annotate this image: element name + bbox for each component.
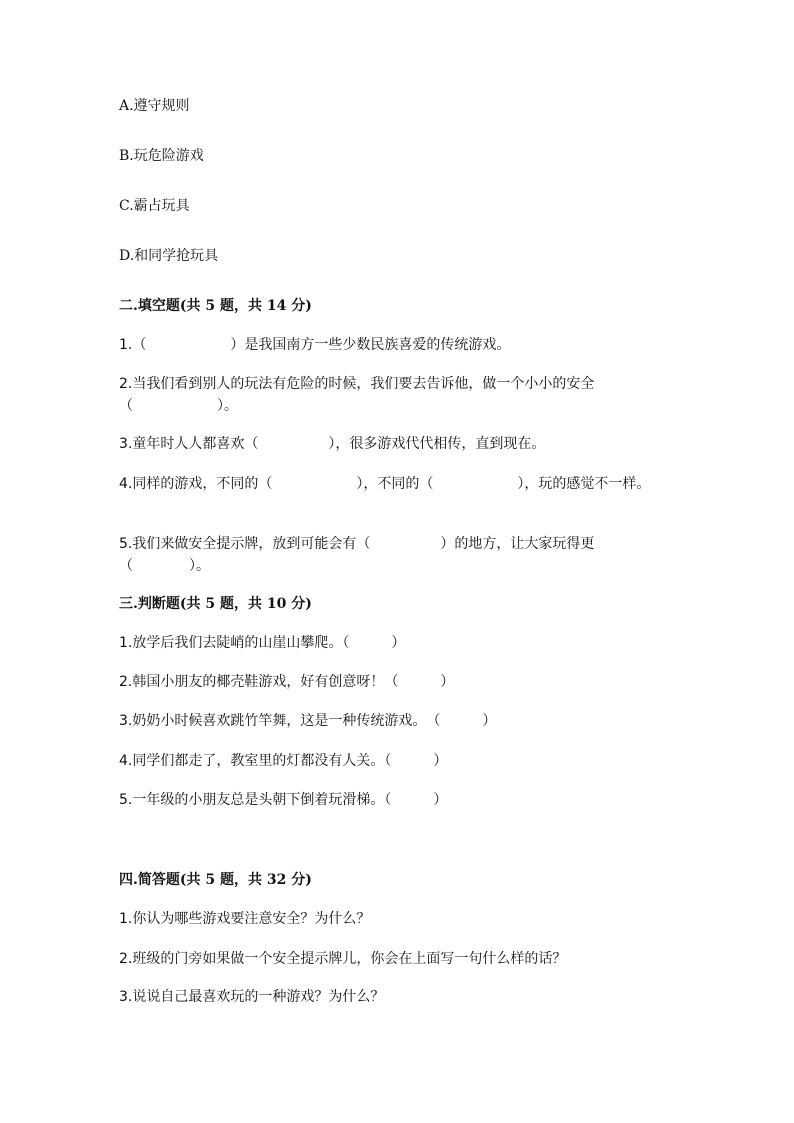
true-false-question-2: 2.韩国小朋友的椰壳鞋游戏，好有创意呀！（ ） bbox=[119, 674, 455, 690]
fill-blank-question-1: 1.（ ）是我国南方一些少数民族喜爱的传统游戏。 bbox=[119, 337, 511, 353]
true-false-question-1: 1.放学后我们去陡峭的山崖山攀爬。（ ） bbox=[119, 635, 406, 651]
fill-blank-question-4: 4.同样的游戏，不同的（ ），不同的（ ），玩的感觉不一样。 bbox=[119, 476, 651, 492]
option-c: C.霸占玩具 bbox=[119, 198, 190, 214]
short-answer-question-3: 3.说说自己最喜欢玩的一种游戏？为什么？ bbox=[119, 989, 385, 1005]
true-false-question-5: 5.一年级的小朋友总是头朝下倒着玩滑梯。（ ） bbox=[119, 792, 448, 808]
section-4-title: 四.简答题(共 5 题，共 32 分) bbox=[119, 872, 312, 888]
fill-blank-question-2: 2.当我们看到别人的玩法有危险的时候，我们要去告诉他，做一个小小的安全（ ）。 bbox=[119, 376, 595, 414]
short-answer-question-1: 1.你认为哪些游戏要注意安全？为什么？ bbox=[119, 911, 371, 927]
option-d: D.和同学抢玩具 bbox=[119, 248, 219, 264]
section-3-title: 三.判断题(共 5 题，共 10 分) bbox=[119, 596, 312, 612]
fill-blank-question-5: 5.我们来做安全提示牌，放到可能会有（ ）的地方，让大家玩得更（ ）。 bbox=[119, 536, 595, 574]
true-false-question-3: 3.奶奶小时候喜欢跳竹竿舞，这是一种传统游戏。 （ ） bbox=[119, 713, 497, 729]
fill-blank-question-3: 3.童年时人人都喜欢（ ），很多游戏代代相传，直到现在。 bbox=[119, 436, 546, 452]
option-a: A.遵守规则 bbox=[119, 98, 190, 114]
true-false-question-4: 4.同学们都走了，教室里的灯都没有人关。（ ） bbox=[119, 753, 448, 769]
option-b: B.玩危险游戏 bbox=[119, 148, 204, 164]
section-2-title: 二.填空题(共 5 题，共 14 分) bbox=[119, 298, 312, 314]
short-answer-question-2: 2.班级的门旁如果做一个安全提示牌儿，你会在上面写一句什么样的话？ bbox=[119, 951, 567, 967]
